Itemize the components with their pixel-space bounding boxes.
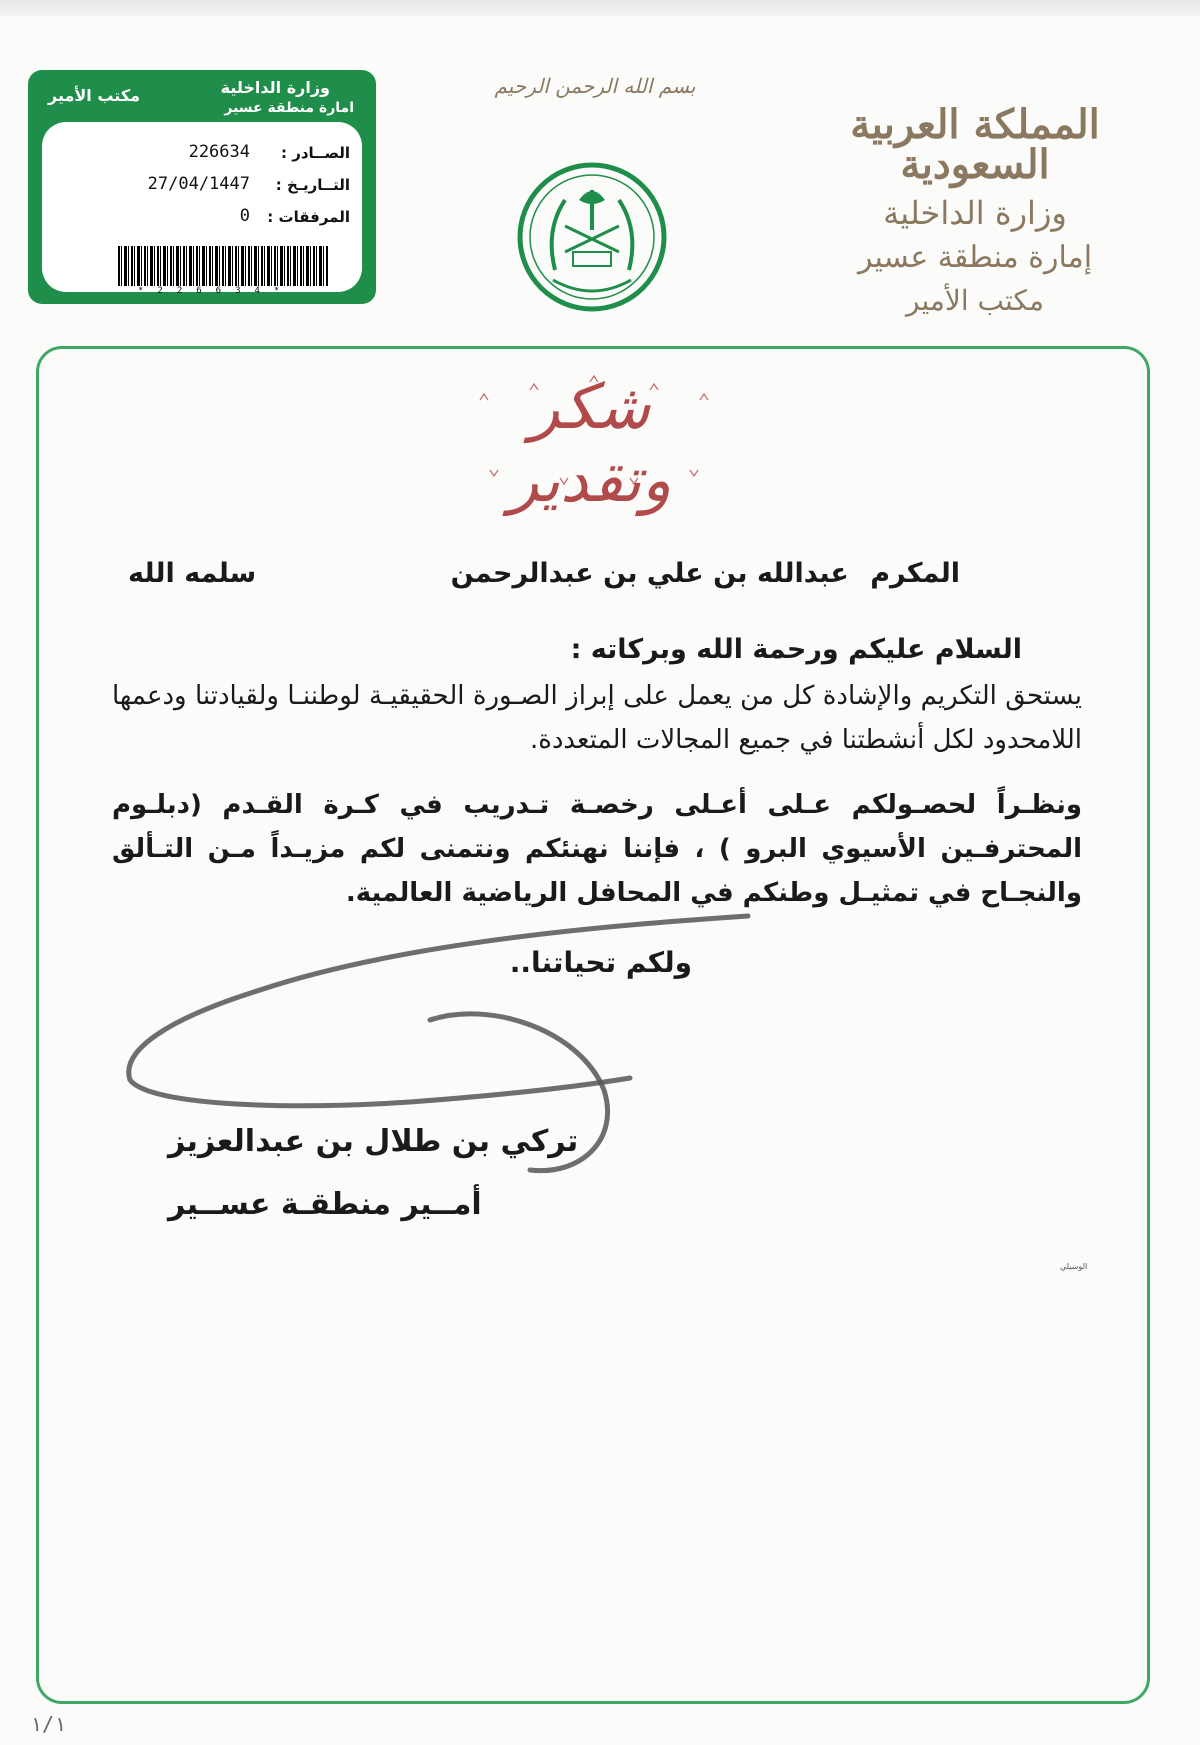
stamp-label-attachments: المرفقات : — [267, 208, 350, 226]
letter-title: شكر وتقدير — [508, 370, 672, 516]
stamp-office: مكتب الأمير — [48, 86, 141, 105]
letterhead-kingdom: المملكة العربية السعودية — [850, 101, 1100, 188]
saudi-emblem-icon — [515, 160, 669, 314]
salutation: السلام عليكم ورحمة الله وبركاته : — [570, 634, 1022, 665]
stamp-value-attachments: 0 — [239, 206, 250, 226]
paragraph-one: يستحق التكريم والإشادة كل من يعمل على إبراز الصـورة الحقيقيـة لوطننـا ولقيادتنا ودعمها اللامحدود لكل أنشطتنا في جميع المجالات المتعددة. — [112, 681, 1082, 755]
letterhead — [810, 101, 1140, 317]
recipient-greeting: سلمه الله — [128, 558, 257, 589]
stamp-row-date — [60, 172, 350, 200]
closing-line: ولكم تحياتنا.. — [509, 946, 692, 979]
page-top-edge — [0, 0, 1200, 16]
stamp-value-outgoing: 226634 — [188, 142, 250, 162]
barcode-digits: *226634* — [138, 286, 294, 296]
signatory-name: تركي بن طلال بن عبدالعزيز — [168, 1124, 579, 1159]
letterhead-office: مكتب الأمير — [906, 284, 1044, 317]
letterhead-ministry: وزارة الداخلية — [883, 194, 1067, 232]
recipient-line — [160, 558, 960, 589]
stamp-ministry: وزارة الداخلية — [220, 78, 330, 97]
handwritten-signature — [110, 900, 770, 1190]
letterhead-emirate: إمارة منطقة عسير — [857, 240, 1093, 275]
signatory-title: أمــير منطقـة عســير — [168, 1187, 482, 1222]
registry-stamp — [28, 70, 376, 304]
page-number: ١/١ — [30, 1712, 67, 1736]
stamp-label-date: التــاريـخ : — [275, 176, 350, 194]
stamp-value-date: 27/04/1447 — [147, 174, 250, 194]
paragraph-two: ونظـراً لحصـولكم عـلى أعـلى رخصـة تـدريب في كـرة القـدم (دبلـوم المحترفـين الأسيوي البرو ) ، فإننا نهنئكم ونتمنى لكم مزيـداً مـن التـألق والنجـاح في تمثيـل وطنكم في المحافل الرياضية العالمية. — [112, 790, 1082, 908]
typist-initials: الوسيلي — [1060, 1262, 1088, 1271]
recipient-name: عبدالله بن علي بن عبدالرحمن — [450, 558, 849, 589]
stamp-row-outgoing — [60, 140, 350, 168]
stamp-header — [28, 70, 376, 120]
stamp-label-outgoing: الصــادر : — [281, 144, 350, 162]
recipient-honorific: المكرم — [870, 558, 960, 589]
stamp-row-attachments — [60, 204, 350, 232]
basmala: بسم الله الرحمن الرحيم — [494, 74, 696, 98]
barcode — [118, 246, 328, 286]
stamp-emirate: امارة منطقة عسير — [224, 100, 354, 116]
